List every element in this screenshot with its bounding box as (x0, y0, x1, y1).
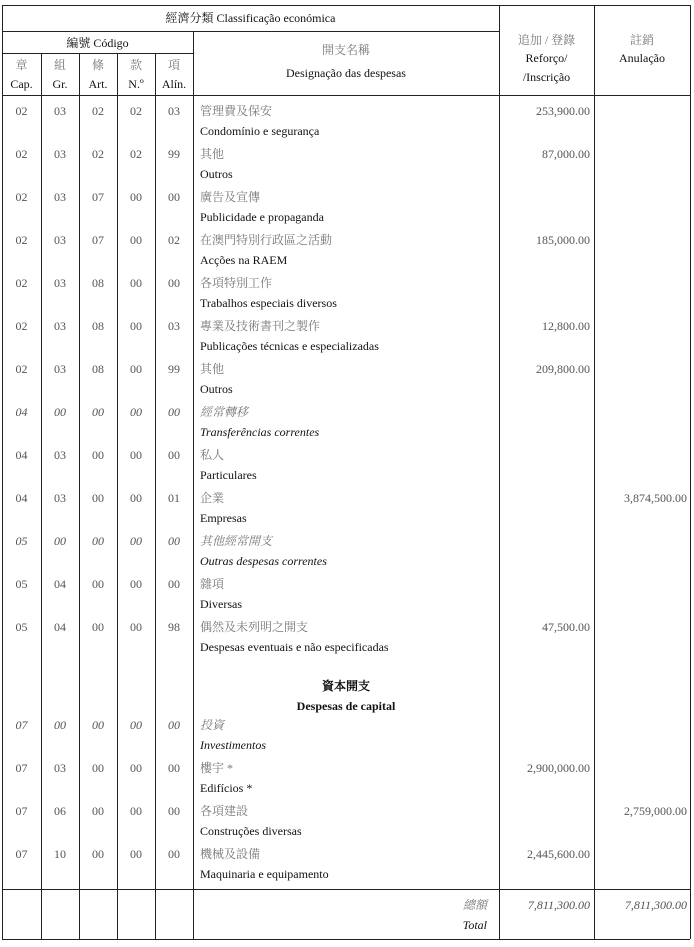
code-cell: 10 (54, 847, 66, 861)
anulacao-header-zh: 註銷 (629, 33, 654, 47)
reforco-amount: 2,445,600.00 (527, 847, 590, 861)
designation-pt: Trabalhos especiais diversos (200, 296, 337, 310)
anulacao-amount: 3,874,500.00 (624, 491, 687, 505)
designation-pt: Particulares (200, 468, 257, 482)
code-cell: 00 (92, 534, 104, 548)
code-cell: 07 (15, 761, 28, 775)
code-col-header-zh: 條 (91, 58, 104, 72)
code-cell: 00 (168, 448, 180, 462)
code-cell: 02 (15, 276, 28, 290)
designation-pt: Diversas (200, 597, 242, 611)
code-cell: 00 (92, 804, 104, 818)
code-cell: 03 (168, 104, 180, 118)
code-cell: 00 (130, 491, 142, 505)
code-cell: 00 (130, 577, 142, 591)
code-cell: 03 (54, 448, 66, 462)
divider (2, 889, 690, 890)
classification-header: 經濟分類 Classificação económica (165, 11, 336, 25)
code-cell: 00 (168, 276, 180, 290)
code-cell: 00 (168, 405, 180, 419)
code-cell: 01 (168, 491, 180, 505)
designation-zh: 私人 (200, 448, 225, 462)
code-cell: 00 (54, 405, 66, 419)
reforco-amount: 87,000.00 (542, 147, 590, 161)
code-cell: 07 (92, 190, 104, 204)
code-cell: 02 (15, 104, 28, 118)
code-cell: 98 (168, 620, 180, 634)
designation-zh: 廣告及宣傳 (200, 190, 261, 204)
anulacao-amount: 2,759,000.00 (624, 804, 687, 818)
code-cell: 00 (130, 847, 142, 861)
code-cell: 00 (92, 847, 104, 861)
code-cell: 03 (54, 190, 66, 204)
divider (594, 5, 595, 939)
code-col-header-pt: Alín. (161, 77, 187, 91)
reforco-amount: 209,800.00 (536, 362, 590, 376)
code-col-header-zh: 款 (129, 58, 142, 72)
anulacao-header-pt: Anulação (619, 51, 665, 65)
reforco-amount: 47,500.00 (542, 620, 590, 634)
designation-zh: 各項建設 (200, 804, 249, 818)
code-cell: 04 (54, 577, 66, 591)
divider (2, 31, 499, 32)
code-cell: 04 (54, 620, 66, 634)
divider (2, 53, 193, 54)
code-cell: 00 (168, 577, 180, 591)
designation-pt: Condomínio e segurança (200, 124, 320, 138)
designation-pt: Investimentos (200, 738, 266, 752)
total-label-zh: 總額 (462, 898, 487, 912)
code-cell: 08 (92, 362, 104, 376)
code-cell: 05 (15, 534, 28, 548)
code-cell: 00 (168, 190, 180, 204)
reforco-header-zh: 追加 / 登錄 (517, 33, 576, 47)
code-cell: 00 (130, 761, 142, 775)
section-title-pt: Despesas de capital (296, 699, 396, 713)
divider (193, 31, 194, 939)
designation-zh: 偶然及未列明之開支 (200, 620, 309, 634)
code-cell: 03 (54, 276, 66, 290)
code-cell: 03 (168, 319, 180, 333)
reforco-header-pt2: /Inscrição (522, 70, 571, 84)
code-col-header-pt: Gr. (52, 77, 68, 91)
code-cell: 00 (130, 405, 142, 419)
code-cell: 00 (92, 405, 104, 419)
code-col-header-pt: N.º (128, 77, 144, 91)
code-cell: 04 (15, 448, 28, 462)
code-cell: 00 (92, 448, 104, 462)
total-anulacao: 7,811,300.00 (624, 898, 687, 912)
code-cell: 08 (92, 319, 104, 333)
code-cell: 02 (92, 104, 104, 118)
designation-zh: 其他 (200, 362, 225, 376)
code-cell: 07 (15, 847, 28, 861)
code-cell: 02 (130, 104, 142, 118)
designation-pt: Publicações técnicas e especializadas (200, 339, 379, 353)
designation-pt: Despesas eventuais e não especificadas (200, 640, 389, 654)
divider (2, 95, 690, 96)
code-cell: 08 (92, 276, 104, 290)
code-cell: 00 (130, 534, 142, 548)
divider (2, 939, 690, 940)
code-cell: 00 (54, 534, 66, 548)
code-cell: 03 (54, 761, 66, 775)
designation-zh: 在澳門特別行政區之活動 (200, 233, 333, 247)
code-cell: 02 (168, 233, 180, 247)
code-cell: 00 (130, 718, 142, 732)
designation-pt: Empresas (200, 511, 247, 525)
designation-zh: 投資 (200, 718, 225, 732)
code-cell: 02 (15, 147, 28, 161)
code-cell: 02 (92, 147, 104, 161)
reforco-amount: 253,900.00 (536, 104, 590, 118)
designation-pt: Transferências correntes (200, 425, 320, 439)
code-cell: 00 (168, 804, 180, 818)
code-cell: 00 (130, 276, 142, 290)
code-cell: 00 (130, 319, 142, 333)
designation-zh: 管理費及保安 (200, 104, 273, 118)
code-cell: 00 (130, 448, 142, 462)
code-cell: 02 (15, 233, 28, 247)
total-reforco: 7,811,300.00 (527, 898, 590, 912)
designation-zh: 其他經常開支 (200, 534, 273, 548)
total-label-pt: Total (462, 918, 487, 932)
code-cell: 00 (168, 847, 180, 861)
designation-zh: 各項特別工作 (200, 276, 273, 290)
designation-pt: Maquinaria e equipamento (200, 867, 329, 881)
code-cell: 03 (54, 104, 66, 118)
code-cell: 00 (130, 362, 142, 376)
designation-pt: Publicidade e propaganda (200, 210, 324, 224)
designation-zh: 企業 (200, 491, 225, 505)
designation-pt: Construções diversas (200, 824, 302, 838)
code-cell: 02 (130, 147, 142, 161)
code-cell: 02 (15, 319, 28, 333)
code-cell: 03 (54, 319, 66, 333)
code-cell: 07 (92, 233, 104, 247)
designation-zh: 機械及設備 (200, 847, 261, 861)
code-col-header-zh: 項 (167, 58, 180, 72)
divider (499, 5, 500, 939)
designation-zh: 雜項 (200, 577, 225, 591)
reforco-amount: 2,900,000.00 (527, 761, 590, 775)
code-cell: 02 (15, 362, 28, 376)
code-cell: 00 (168, 718, 180, 732)
code-cell: 00 (130, 804, 142, 818)
code-cell: 02 (15, 190, 28, 204)
code-cell: 00 (92, 577, 104, 591)
code-cell: 04 (15, 491, 28, 505)
code-cell: 00 (130, 620, 142, 634)
code-cell: 03 (54, 147, 66, 161)
code-cell: 04 (15, 405, 28, 419)
designation-header-zh: 開支名稱 (321, 43, 370, 57)
code-cell: 07 (15, 804, 28, 818)
code-cell: 00 (92, 620, 104, 634)
reforco-header-pt: Reforço/ (525, 51, 568, 65)
code-header: 編號 Código (66, 36, 129, 50)
designation-pt: Outras despesas correntes (200, 554, 327, 568)
code-cell: 03 (54, 233, 66, 247)
code-cell: 99 (168, 147, 180, 161)
designation-zh: 其他 (200, 147, 225, 161)
code-col-header-pt: Cap. (10, 77, 33, 91)
code-cell: 00 (92, 718, 104, 732)
code-cell: 06 (54, 804, 66, 818)
code-cell: 00 (92, 761, 104, 775)
designation-pt: Outros (200, 382, 233, 396)
divider (2, 5, 3, 939)
code-cell: 05 (15, 620, 28, 634)
designation-zh: 樓宇 * (200, 761, 234, 775)
code-cell: 05 (15, 577, 28, 591)
code-col-header-pt: Art. (88, 77, 108, 91)
divider (2, 5, 690, 6)
code-cell: 99 (168, 362, 180, 376)
code-cell: 00 (130, 233, 142, 247)
code-col-header-zh: 組 (53, 58, 66, 72)
code-col-header-zh: 章 (15, 58, 28, 72)
designation-zh: 經常轉移 (200, 405, 249, 419)
code-cell: 00 (168, 534, 180, 548)
designation-zh: 專業及技術書刊之製作 (200, 319, 321, 333)
section-title-zh: 資本開支 (321, 679, 370, 693)
reforco-amount: 12,800.00 (542, 319, 590, 333)
designation-header-pt: Designação das despesas (286, 66, 406, 80)
code-cell: 03 (54, 491, 66, 505)
code-cell: 00 (54, 718, 66, 732)
code-cell: 00 (92, 491, 104, 505)
code-cell: 00 (130, 190, 142, 204)
code-cell: 07 (15, 718, 28, 732)
code-cell: 00 (168, 761, 180, 775)
reforco-amount: 185,000.00 (536, 233, 590, 247)
designation-pt: Acções na RAEM (200, 253, 288, 267)
divider (690, 5, 691, 939)
designation-pt: Outros (200, 167, 233, 181)
designation-pt: Edifícios * (200, 781, 253, 795)
code-cell: 03 (54, 362, 66, 376)
